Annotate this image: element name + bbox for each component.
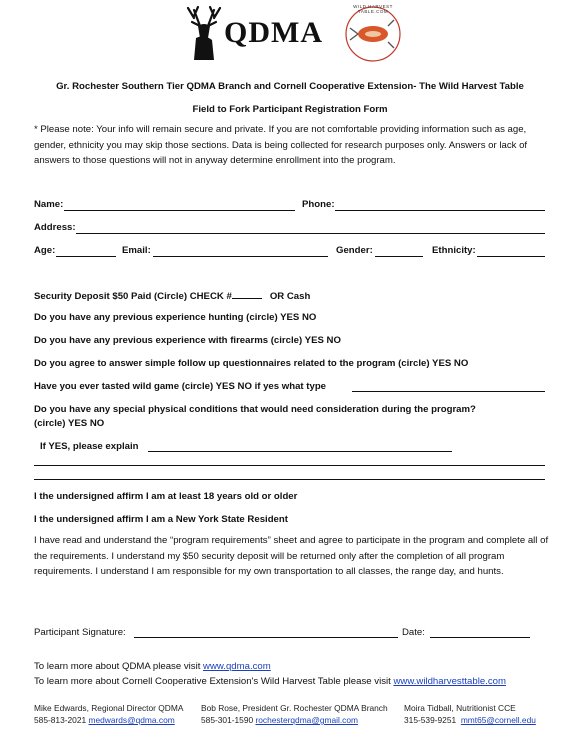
email-field[interactable]: [153, 256, 328, 257]
deposit-label: Security Deposit $50 Paid (Circle) CHECK #: [34, 291, 232, 302]
signature-label: Participant Signature:: [34, 627, 126, 638]
signature-field[interactable]: [134, 637, 398, 638]
age-label: Age:: [34, 245, 56, 256]
wild-harvest-table-logo-text: WILD HARVEST TABLE.COM: [353, 4, 393, 14]
wild-game-type-field[interactable]: [352, 391, 545, 392]
explain-field[interactable]: [148, 451, 452, 452]
form-subtitle: Field to Fork Participant Registration Form: [192, 104, 388, 115]
phone-label: Phone:: [302, 199, 335, 210]
physical-question: Do you have any special physical conditions that would need consideration during the program?: [34, 404, 476, 415]
physical-circle-options: (circle) YES NO: [34, 418, 105, 429]
name-label: Name:: [34, 199, 64, 210]
name-field[interactable]: [64, 210, 295, 211]
qdma-logo: [172, 4, 332, 62]
deposit-question: [34, 289, 310, 303]
contact-moira-tidball: Moira Tidball, Nutritionist CCE 315-539-9251 mmt65@cornell.edu: [404, 703, 536, 725]
contact-bob-rose: Bob Rose, President Gr. Rochester QDMA Branch 585-301-1590 rochesterqdma@gmail.com: [201, 703, 388, 725]
explain-label: If YES, please explain: [40, 441, 139, 452]
wild-harvest-table-logo: [336, 4, 410, 64]
affirm-resident: I the undersigned affirm I am a New York State Resident: [34, 514, 288, 525]
gender-label: Gender:: [336, 245, 373, 256]
hunting-question: Do you have any previous experience hunting (circle) YES NO: [34, 312, 317, 323]
qdma-link[interactable]: www.qdma.com: [203, 661, 271, 672]
privacy-notice: * Please note: Your info will remain secure and private. If you are not comfortable providing information such as age, gender, ethnicity you may skip those sections. Data is being collected for research purposes only. Answers or lack of answers to those questions will not in anyway determine enrollment into the program.: [34, 124, 528, 166]
wild-game-question: Have you ever tasted wild game (circle) YES NO if yes what type: [34, 381, 327, 392]
page-title: Gr. Rochester Southern Tier QDMA Branch and Cornell Cooperative Extension- The Wild Harvest Table: [56, 81, 524, 92]
email-label: Email:: [122, 245, 151, 256]
explain-line-3[interactable]: [34, 479, 545, 480]
learn-qdma: To learn more about QDMA please visit www.qdma.com: [34, 661, 271, 672]
ethnicity-label: Ethnicity:: [432, 245, 476, 256]
qdma-logo-text: QDMA: [224, 16, 323, 49]
ethnicity-field[interactable]: [477, 256, 545, 257]
email-link-rochesterqdma[interactable]: rochesterqdma@gmail.com: [255, 715, 359, 725]
check-number-field[interactable]: [232, 289, 262, 299]
date-label: Date:: [402, 627, 425, 638]
age-field[interactable]: [56, 256, 116, 257]
requirements-statement: I have read and understand the “program requirements” sheet and agree to participate in the program and complete all of the requirements. I understand my $50 security deposit will be returned only after the completion of all program requirements. I understand I am responsible for my own transportation to all classes, the range day, and hunts.: [34, 535, 549, 577]
wildharvesttable-link[interactable]: www.wildharvesttable.com: [393, 676, 506, 687]
email-link-mmt65[interactable]: mmt65@cornell.edu: [460, 715, 536, 725]
followup-question: Do you agree to answer simple follow up questionnaires related to the program (circle) YES NO: [34, 358, 469, 369]
learn-cce: To learn more about Cornell Cooperative Extension's Wild Harvest Table please visit www.wildharvesttable.com: [34, 676, 506, 687]
date-field[interactable]: [430, 637, 530, 638]
affirm-age: I the undersigned affirm I am at least 18 years old or older: [34, 491, 298, 502]
deposit-cash-option: OR Cash: [269, 291, 311, 302]
gender-field[interactable]: [375, 256, 423, 257]
address-label: Address:: [34, 222, 76, 233]
address-field[interactable]: [76, 233, 545, 234]
email-link-medwards[interactable]: medwards@qdma.com: [88, 715, 175, 725]
contact-mike-edwards: Mike Edwards, Regional Director QDMA 585-813-2021 medwards@qdma.com: [34, 703, 184, 725]
firearms-question: Do you have any previous experience with firearms (circle) YES NO: [34, 335, 341, 346]
explain-line-2[interactable]: [34, 465, 545, 466]
phone-field[interactable]: [335, 210, 545, 211]
